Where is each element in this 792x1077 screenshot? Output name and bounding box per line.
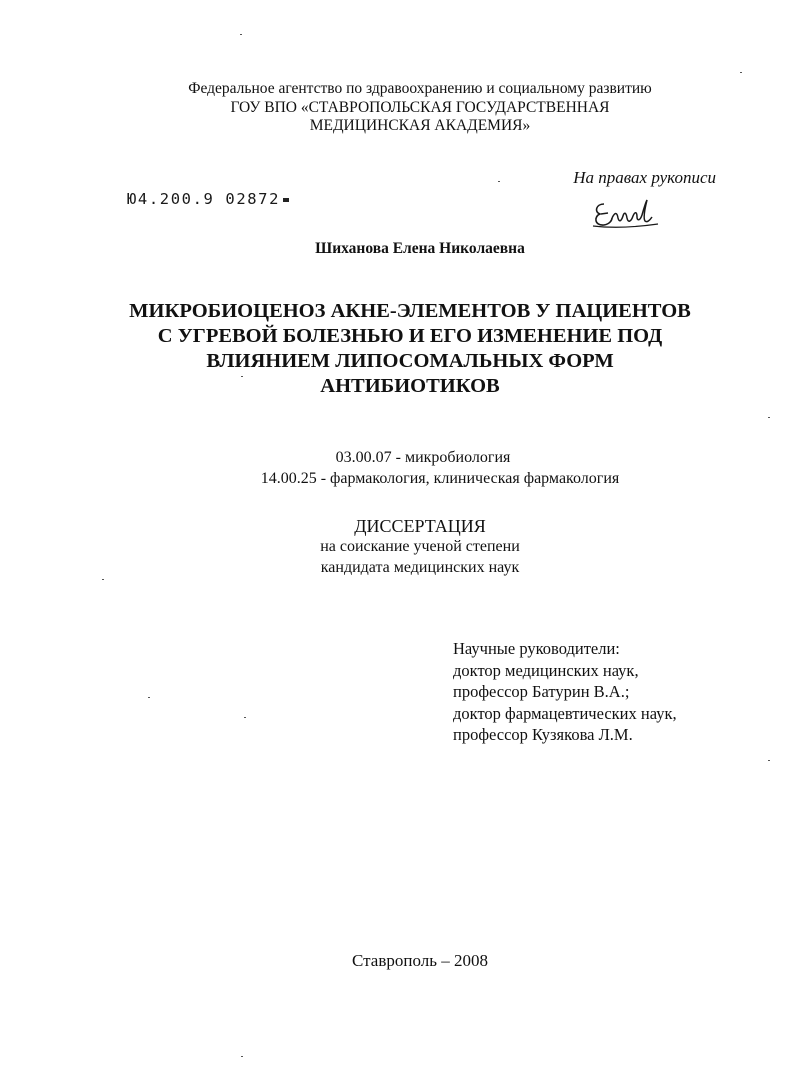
specialty-codes: [200, 447, 680, 489]
supervisor-line: доктор фармацевтических наук,: [453, 703, 677, 723]
degree-statement: [220, 515, 620, 578]
scan-speck: [498, 181, 500, 182]
dissertation-title: [110, 299, 710, 399]
scan-speck: [768, 760, 770, 761]
manuscript-rights-note: На правах рукописи: [573, 168, 716, 187]
scan-speck: [768, 417, 770, 418]
scan-speck: [244, 717, 246, 718]
specialty-microbiology: 03.00.07 - микробиология: [335, 449, 511, 466]
supervisor-line: профессор Батурин В.А.;: [453, 682, 630, 701]
header-line-agency: Федеральное агентство по здравоохранению и социальному развитию: [188, 80, 652, 97]
scan-speck: [148, 697, 150, 698]
scan-speck: [241, 376, 243, 377]
signature-icon: [590, 196, 662, 230]
registration-number-text: Ю4.200.9 02872: [127, 190, 281, 208]
title-line-4: АНТИБИОТИКОВ: [320, 375, 500, 397]
specialty-pharmacology: 14.00.25 - фармакология, клиническая фармакология: [260, 470, 620, 487]
header-line-academy: МЕДИЦИНСКАЯ АКАДЕМИЯ»: [309, 117, 531, 134]
title-line-3: ВЛИЯНИЕМ ЛИПОСОМАЛЬНЫХ ФОРМ: [206, 350, 614, 372]
dissertation-heading: ДИССЕРТАЦИЯ: [354, 516, 486, 536]
supervisors-heading: Научные руководители:: [453, 639, 620, 658]
registration-mark-icon: [283, 198, 289, 202]
city-year: Ставрополь – 2008: [352, 951, 488, 970]
supervisor-line: профессор Кузякова Л.М.: [453, 725, 633, 744]
scan-speck: [102, 579, 104, 580]
scan-speck: [240, 34, 242, 35]
scan-speck: [241, 1056, 243, 1057]
degree-line-2: кандидата медицинских наук: [320, 558, 520, 576]
title-line-2: С УГРЕВОЙ БОЛЕЗНЬЮ И ЕГО ИЗМЕНЕНИЕ ПОД: [157, 325, 663, 347]
title-line-1: МИКРОБИОЦЕНОЗ АКНЕ-ЭЛЕМЕНТОВ У ПАЦИЕНТОВ: [129, 300, 691, 322]
supervisor-line: доктор медицинских наук,: [453, 660, 639, 680]
institution-header: [120, 80, 720, 136]
author-name: Шиханова Елена Николаевна: [315, 240, 525, 257]
registration-number: [127, 190, 289, 208]
header-line-university: ГОУ ВПО «СТАВРОПОЛЬСКАЯ ГОСУДАРСТВЕННАЯ: [230, 98, 610, 116]
scan-speck: [740, 72, 742, 73]
scientific-supervisors: [453, 638, 753, 746]
degree-line-1: на соискание ученой степени: [320, 538, 520, 555]
